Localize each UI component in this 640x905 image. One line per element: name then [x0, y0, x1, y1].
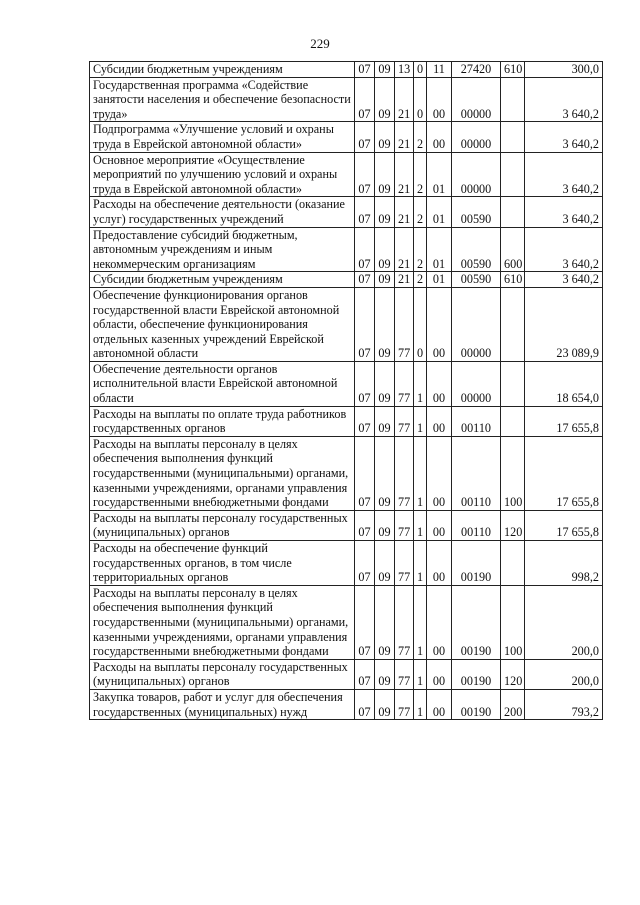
event-code: 00 — [427, 77, 452, 122]
event-code: 00 — [427, 406, 452, 436]
expense-type-code: 610 — [501, 272, 525, 288]
expense-type-code — [501, 152, 525, 197]
direction-code: 27420 — [452, 62, 501, 78]
event-code: 01 — [427, 227, 452, 272]
table-row — [90, 689, 603, 719]
row-name: Расходы на выплаты персоналу государственных (муниципальных) органов — [90, 659, 355, 689]
table-row — [90, 227, 603, 272]
subprogram-code: 2 — [414, 272, 427, 288]
table-row — [90, 197, 603, 227]
row-name: Основное мероприятие «Осуществление мероприятий по улучшению условий и охраны труда в Еврейской автономной области» — [90, 152, 355, 197]
section-code: 07 — [355, 152, 375, 197]
row-name: Субсидии бюджетным учреждениям — [90, 272, 355, 288]
direction-code: 00190 — [452, 541, 501, 586]
program-code: 21 — [395, 152, 414, 197]
subsection-code: 09 — [375, 361, 395, 406]
expense-type-code — [501, 541, 525, 586]
subsection-code: 09 — [375, 541, 395, 586]
table-row — [90, 510, 603, 540]
subprogram-code: 1 — [414, 585, 427, 659]
expense-type-code — [501, 287, 525, 361]
event-code: 00 — [427, 689, 452, 719]
subsection-code: 09 — [375, 77, 395, 122]
subsection-code: 09 — [375, 62, 395, 78]
direction-code: 00190 — [452, 659, 501, 689]
program-code: 77 — [395, 585, 414, 659]
expense-type-code — [501, 77, 525, 122]
table-row — [90, 122, 603, 152]
table-row — [90, 436, 603, 510]
section-code: 07 — [355, 77, 375, 122]
table-row — [90, 62, 603, 78]
page-number: 229 — [310, 36, 330, 51]
program-code: 77 — [395, 541, 414, 586]
row-name: Подпрограмма «Улучшение условий и охраны труда в Еврейской автономной области» — [90, 122, 355, 152]
section-code: 07 — [355, 659, 375, 689]
section-code: 07 — [355, 541, 375, 586]
budget-table — [89, 61, 603, 720]
table-row — [90, 659, 603, 689]
event-code: 00 — [427, 659, 452, 689]
row-name: Расходы на выплаты персоналу в целях обеспечения выполнения функций государственными (муниципальными) органами, казенными учреждениями, органами управления государственными внебюджетными фондами — [90, 585, 355, 659]
row-name: Обеспечение функционирования органов государственной власти Еврейской автономной области, обеспечение функционирования отдельных казенных учреждений Еврейской автономной области — [90, 287, 355, 361]
amount: 3 640,2 — [525, 152, 603, 197]
amount: 793,2 — [525, 689, 603, 719]
subsection-code: 09 — [375, 272, 395, 288]
amount: 23 089,9 — [525, 287, 603, 361]
subsection-code: 09 — [375, 689, 395, 719]
event-code: 01 — [427, 152, 452, 197]
subsection-code: 09 — [375, 436, 395, 510]
program-code: 77 — [395, 659, 414, 689]
program-code: 77 — [395, 361, 414, 406]
section-code: 07 — [355, 689, 375, 719]
direction-code: 00110 — [452, 436, 501, 510]
program-code: 77 — [395, 406, 414, 436]
section-code: 07 — [355, 62, 375, 78]
expense-type-code — [501, 361, 525, 406]
program-code: 77 — [395, 510, 414, 540]
row-name: Субсидии бюджетным учреждениям — [90, 62, 355, 78]
expense-type-code: 600 — [501, 227, 525, 272]
expense-type-code: 120 — [501, 659, 525, 689]
subprogram-code: 0 — [414, 77, 427, 122]
table-row — [90, 272, 603, 288]
subprogram-code: 2 — [414, 227, 427, 272]
section-code: 07 — [355, 406, 375, 436]
subprogram-code: 1 — [414, 436, 427, 510]
event-code: 00 — [427, 541, 452, 586]
subprogram-code: 0 — [414, 62, 427, 78]
expense-type-code: 200 — [501, 689, 525, 719]
section-code: 07 — [355, 287, 375, 361]
expense-type-code — [501, 197, 525, 227]
expense-type-code: 100 — [501, 436, 525, 510]
expense-type-code: 100 — [501, 585, 525, 659]
amount: 17 655,8 — [525, 510, 603, 540]
subsection-code: 09 — [375, 197, 395, 227]
table-row — [90, 287, 603, 361]
subprogram-code: 0 — [414, 287, 427, 361]
direction-code: 00110 — [452, 406, 501, 436]
program-code: 77 — [395, 287, 414, 361]
amount: 200,0 — [525, 659, 603, 689]
direction-code: 00590 — [452, 197, 501, 227]
subprogram-code: 2 — [414, 197, 427, 227]
row-name: Расходы на обеспечение функций государственных органов, в том числе территориальных органов — [90, 541, 355, 586]
section-code: 07 — [355, 585, 375, 659]
subsection-code: 09 — [375, 659, 395, 689]
row-name: Государственная программа «Содействие занятости населения и обеспечение безопасности труда» — [90, 77, 355, 122]
event-code: 01 — [427, 272, 452, 288]
section-code: 07 — [355, 436, 375, 510]
table-row — [90, 152, 603, 197]
row-name: Предоставление субсидий бюджетным, автономным учреждениям и иным некоммерческим организациям — [90, 227, 355, 272]
section-code: 07 — [355, 197, 375, 227]
amount: 200,0 — [525, 585, 603, 659]
amount: 17 655,8 — [525, 406, 603, 436]
row-name: Обеспечение деятельности органов исполнительной власти Еврейской автономной области — [90, 361, 355, 406]
amount: 3 640,2 — [525, 122, 603, 152]
program-code: 21 — [395, 227, 414, 272]
amount: 998,2 — [525, 541, 603, 586]
subsection-code: 09 — [375, 122, 395, 152]
amount: 3 640,2 — [525, 197, 603, 227]
program-code: 77 — [395, 436, 414, 510]
event-code: 00 — [427, 436, 452, 510]
amount: 3 640,2 — [525, 77, 603, 122]
subsection-code: 09 — [375, 510, 395, 540]
subsection-code: 09 — [375, 227, 395, 272]
amount: 17 655,8 — [525, 436, 603, 510]
direction-code: 00000 — [452, 77, 501, 122]
row-name: Расходы на обеспечение деятельности (оказание услуг) государственных учреждений — [90, 197, 355, 227]
program-code: 21 — [395, 272, 414, 288]
event-code: 00 — [427, 361, 452, 406]
direction-code: 00190 — [452, 689, 501, 719]
expense-type-code — [501, 406, 525, 436]
amount: 3 640,2 — [525, 272, 603, 288]
program-code: 77 — [395, 689, 414, 719]
program-code: 21 — [395, 197, 414, 227]
event-code: 01 — [427, 197, 452, 227]
expense-type-code: 120 — [501, 510, 525, 540]
event-code: 11 — [427, 62, 452, 78]
row-name: Расходы на выплаты персоналу в целях обеспечения выполнения функций государственными (муниципальными) органами, казенными учреждениями, органами управления государственными внебюджетными фондами — [90, 436, 355, 510]
subprogram-code: 1 — [414, 659, 427, 689]
subprogram-code: 2 — [414, 152, 427, 197]
direction-code: 00590 — [452, 272, 501, 288]
direction-code: 00190 — [452, 585, 501, 659]
subprogram-code: 1 — [414, 689, 427, 719]
row-name: Закупка товаров, работ и услуг для обеспечения государственных (муниципальных) нужд — [90, 689, 355, 719]
table-body — [90, 62, 603, 720]
section-code: 07 — [355, 122, 375, 152]
table-row — [90, 541, 603, 586]
event-code: 00 — [427, 510, 452, 540]
program-code: 13 — [395, 62, 414, 78]
row-name: Расходы на выплаты персоналу государственных (муниципальных) органов — [90, 510, 355, 540]
subsection-code: 09 — [375, 152, 395, 197]
section-code: 07 — [355, 361, 375, 406]
subprogram-code: 1 — [414, 361, 427, 406]
subprogram-code: 1 — [414, 510, 427, 540]
subsection-code: 09 — [375, 287, 395, 361]
subprogram-code: 2 — [414, 122, 427, 152]
table-row — [90, 77, 603, 122]
subsection-code: 09 — [375, 585, 395, 659]
direction-code: 00110 — [452, 510, 501, 540]
section-code: 07 — [355, 272, 375, 288]
table-row — [90, 585, 603, 659]
row-name: Расходы на выплаты по оплате труда работников государственных органов — [90, 406, 355, 436]
direction-code: 00590 — [452, 227, 501, 272]
section-code: 07 — [355, 510, 375, 540]
subsection-code: 09 — [375, 406, 395, 436]
subprogram-code: 1 — [414, 541, 427, 586]
direction-code: 00000 — [452, 122, 501, 152]
amount: 300,0 — [525, 62, 603, 78]
subprogram-code: 1 — [414, 406, 427, 436]
direction-code: 00000 — [452, 152, 501, 197]
table-row — [90, 406, 603, 436]
section-code: 07 — [355, 227, 375, 272]
event-code: 00 — [427, 585, 452, 659]
direction-code: 00000 — [452, 361, 501, 406]
event-code: 00 — [427, 287, 452, 361]
direction-code: 00000 — [452, 287, 501, 361]
program-code: 21 — [395, 77, 414, 122]
event-code: 00 — [427, 122, 452, 152]
table-row — [90, 361, 603, 406]
amount: 18 654,0 — [525, 361, 603, 406]
amount: 3 640,2 — [525, 227, 603, 272]
expense-type-code: 610 — [501, 62, 525, 78]
expense-type-code — [501, 122, 525, 152]
program-code: 21 — [395, 122, 414, 152]
